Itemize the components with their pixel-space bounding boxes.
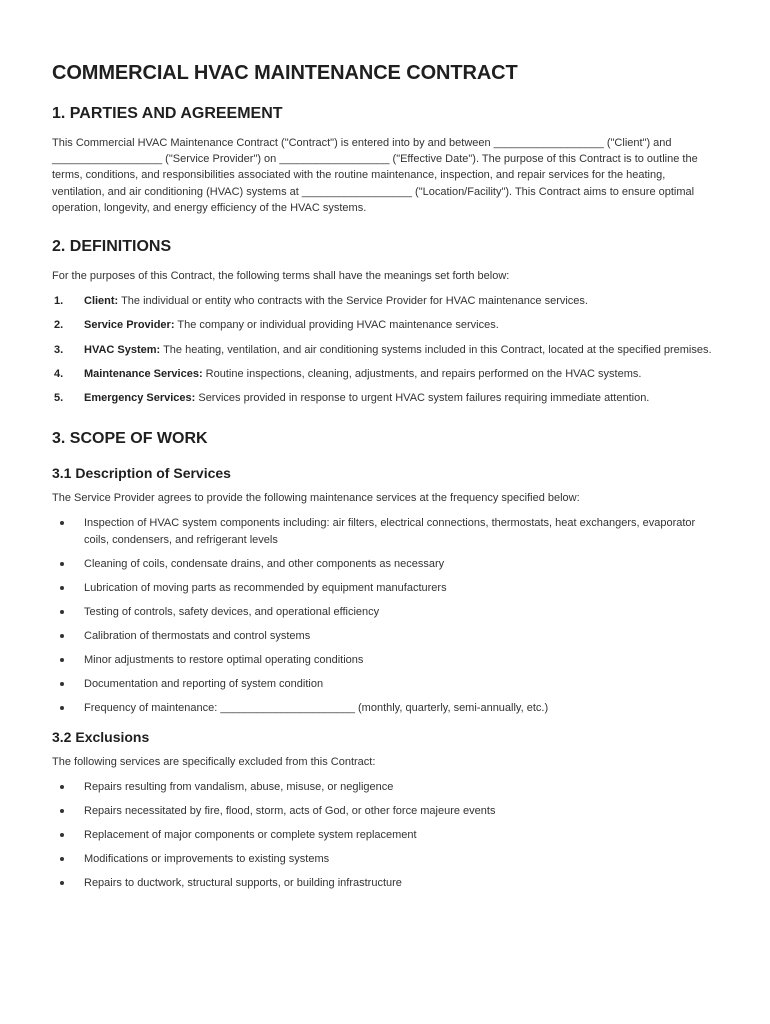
subsection-heading: 3.2 Exclusions: [52, 728, 150, 745]
list-item-text: Frequency of maintenance: ______________________ (monthly, quarterly, semi-annually, etc.): [84, 701, 549, 714]
subsection-intro: The Service Provider agrees to provide the following maintenance services at the frequency specified below:: [52, 492, 580, 505]
subsection-heading: 3.1 Description of Services: [52, 465, 231, 482]
document-content: [52, 62, 714, 899]
list-item: [52, 827, 714, 843]
definition-text: The heating, ventilation, and air conditioning systems included in this Contract, located at the specified premises.: [160, 343, 712, 356]
list-item-text: Testing of controls, safety devices, and operational efficiency: [84, 605, 380, 618]
bullet-icon: [60, 610, 64, 614]
definition-item: [52, 342, 714, 358]
list-item-text: Repairs resulting from vandalism, abuse, misuse, or negligence: [84, 781, 394, 794]
definition-term: Service Provider:: [84, 319, 175, 332]
list-item-text: Modifications or improvements to existing systems: [84, 853, 330, 866]
definition-term: Client:: [84, 295, 119, 308]
section-definitions: [52, 238, 714, 406]
definition-item: [52, 317, 714, 333]
bullet-icon: [60, 833, 64, 837]
list-item: [52, 803, 714, 819]
subsection-exclusions: [52, 729, 714, 891]
list-item-text: Lubrication of moving parts as recommended by equipment manufacturers: [84, 581, 447, 594]
section-heading: 3. SCOPE OF WORK: [52, 430, 208, 448]
bullet-icon: [60, 809, 64, 813]
list-number: 3.: [54, 343, 64, 356]
section-heading: 1. PARTIES AND AGREEMENT: [52, 105, 283, 122]
list-item: [52, 676, 714, 692]
bullet-icon: [60, 521, 64, 525]
definition-item: [52, 390, 714, 406]
list-item-text: Calibration of thermostats and control systems: [84, 629, 311, 642]
list-item: [52, 515, 714, 547]
section-paragraph: This Commercial HVAC Maintenance Contract ("Contract") is entered into by and between __________________ ("Client") and __________________ ("Service Provider") on __________________ ("Effective Date"). The purpose of this Contract is to outline the terms, conditions, and responsibilities associated with the routine maintenance, inspection, and repair services for the heating, ventilation, and air conditioning (HVAC) systems at __________________ ("Location/Facility"). This Contract aims to ensure optimal operation, longevity, and energy efficiency of the HVAC systems.: [52, 137, 698, 214]
list-number: 1.: [54, 295, 64, 308]
bullet-icon: [60, 706, 64, 710]
list-item: [52, 580, 714, 596]
bullet-icon: [60, 658, 64, 662]
bullet-icon: [60, 682, 64, 686]
services-list: [52, 515, 714, 715]
list-item-text: Replacement of major components or complete system replacement: [84, 829, 417, 842]
list-number: 5.: [54, 392, 64, 405]
definition-text: The company or individual providing HVAC maintenance services.: [174, 319, 499, 332]
definition-text: Services provided in response to urgent HVAC system failures requiring immediate attention.: [195, 392, 650, 405]
list-item-text: Documentation and reporting of system condition: [84, 677, 324, 690]
bullet-icon: [60, 857, 64, 861]
definition-term: Maintenance Services:: [84, 367, 203, 380]
section-parties-agreement: [52, 105, 714, 216]
list-item-text: Cleaning of coils, condensate drains, and other components as necessary: [84, 557, 445, 570]
bullet-icon: [60, 785, 64, 789]
definition-item: [52, 293, 714, 309]
exclusions-list: [52, 779, 714, 891]
list-item: [52, 652, 714, 668]
section-scope-of-work: [52, 430, 714, 891]
definition-text: The individual or entity who contracts with the Service Provider for HVAC maintenance services.: [118, 295, 588, 308]
list-item: [52, 779, 714, 795]
list-item: [52, 604, 714, 620]
list-item-text: Repairs to ductwork, structural supports, or building infrastructure: [84, 877, 402, 890]
bullet-icon: [60, 634, 64, 638]
bullet-icon: [60, 881, 64, 885]
list-item: [52, 700, 714, 716]
list-item-text: Repairs necessitated by fire, flood, storm, acts of God, or other force majeure events: [84, 805, 496, 818]
subsection-description-of-services: [52, 465, 714, 716]
definitions-list: [52, 293, 714, 406]
list-item: [52, 556, 714, 572]
document-title: COMMERCIAL HVAC MAINTENANCE CONTRACT: [52, 62, 518, 84]
definition-term: Emergency Services:: [84, 392, 196, 405]
list-item: [52, 851, 714, 867]
definition-text: Routine inspections, cleaning, adjustments, and repairs performed on the HVAC systems.: [202, 367, 642, 380]
bullet-icon: [60, 562, 64, 566]
list-item-text: Minor adjustments to restore optimal operating conditions: [84, 653, 364, 666]
definition-term: HVAC System:: [84, 343, 161, 356]
list-number: 4.: [54, 367, 64, 380]
section-heading: 2. DEFINITIONS: [52, 238, 172, 256]
subsection-intro: The following services are specifically excluded from this Contract:: [52, 755, 376, 768]
list-item: [52, 875, 714, 891]
list-item: [52, 628, 714, 644]
bullet-icon: [60, 586, 64, 590]
list-item-text: Inspection of HVAC system components including: air filters, electrical connections, thermostats, heat exchangers, evaporator coils, condensers, and refrigerant levels: [84, 517, 696, 546]
list-number: 2.: [54, 319, 64, 332]
definition-item: [52, 366, 714, 382]
section-intro: For the purposes of this Contract, the following terms shall have the meanings set forth below:: [52, 270, 510, 283]
